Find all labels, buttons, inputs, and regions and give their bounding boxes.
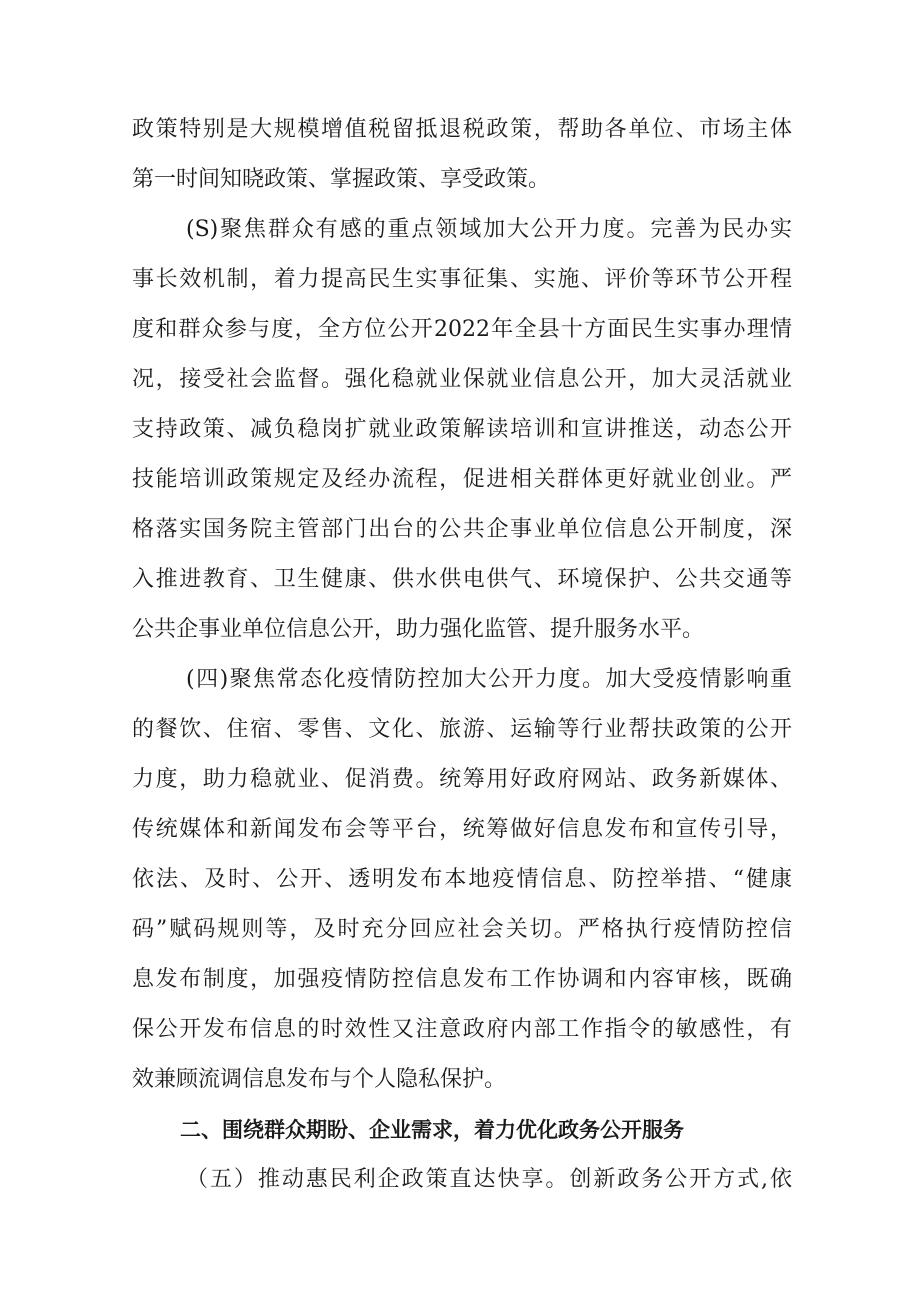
body-text-line: 依法、及时、公开、透明发布本地疫情信息、防控举措、“健康 <box>132 867 792 892</box>
body-text-line: 技能培训政策规定及经办流程，促进相关群体更好就业创业。严 <box>132 467 792 492</box>
body-text-line: 力度，助力稳就业、促消费。统筹用好政府网站、政务新媒体、 <box>132 767 792 792</box>
body-text-line: 效兼顾流调信息发布与个人隐私保护。 <box>132 1067 507 1092</box>
body-text-line: 支持政策、减负稳岗扩就业政策解读培训和宣讲推送，动态公开 <box>132 417 792 442</box>
body-text-line: 公共企事业单位信息公开，助力强化监管、提升服务水平。 <box>132 617 705 642</box>
body-text-line: 格落实国务院主管部门出台的公共企事业单位信息公开制度，深 <box>132 517 792 542</box>
body-text-line: 政策特别是大规模增值税留抵退税政策，帮助各单位、市场主体 <box>132 117 792 142</box>
body-text-line: 事长效机制，着力提高民生实事征集、实施、评价等环节公开程 <box>132 267 792 292</box>
section-5-title-line: （五）推动惠民利企政策直达快享。创新政务公开方式,依 <box>186 1167 792 1192</box>
body-text-line: 的餐饮、住宿、零售、文化、旅游、运输等行业帮扶政策的公开 <box>132 717 792 742</box>
section-4-title-line: (四)聚焦常态化疫情防控加大公开力度。加大受疫情影响重 <box>186 667 792 692</box>
body-text-line: 况，接受社会监督。强化稳就业保就业信息公开，加大灵活就业 <box>132 367 792 392</box>
section-3-title-line: (S)聚焦群众有感的重点领域加大公开力度。完善为民办实 <box>186 217 792 242</box>
body-text-line: 度和群众参与度，全方位公开2022年全县十方面民生实事办理情 <box>132 317 792 342</box>
body-text-line: 息发布制度，加强疫情防控信息发布工作协调和内容审核，既确 <box>132 967 792 992</box>
body-text-line: 入推进教育、卫生健康、供水供电供气、环境保护、公共交通等 <box>132 567 792 592</box>
body-text-line: 传统媒体和新闻发布会等平台，统筹做好信息发布和宣传引导， <box>132 817 792 842</box>
chapter-2-heading: 二、围绕群众期盼、企业需求，着力优化政务公开服务 <box>180 1118 684 1142</box>
body-text-line: 保公开发布信息的时效性又注意政府内部工作指令的敏感性，有 <box>132 1017 792 1042</box>
body-text-line: 第一时间知晓政策、掌握政策、享受政策。 <box>132 167 551 192</box>
body-text-line: 码”赋码规则等，及时充分回应社会关切。严格执行疫情防控信 <box>132 917 792 942</box>
